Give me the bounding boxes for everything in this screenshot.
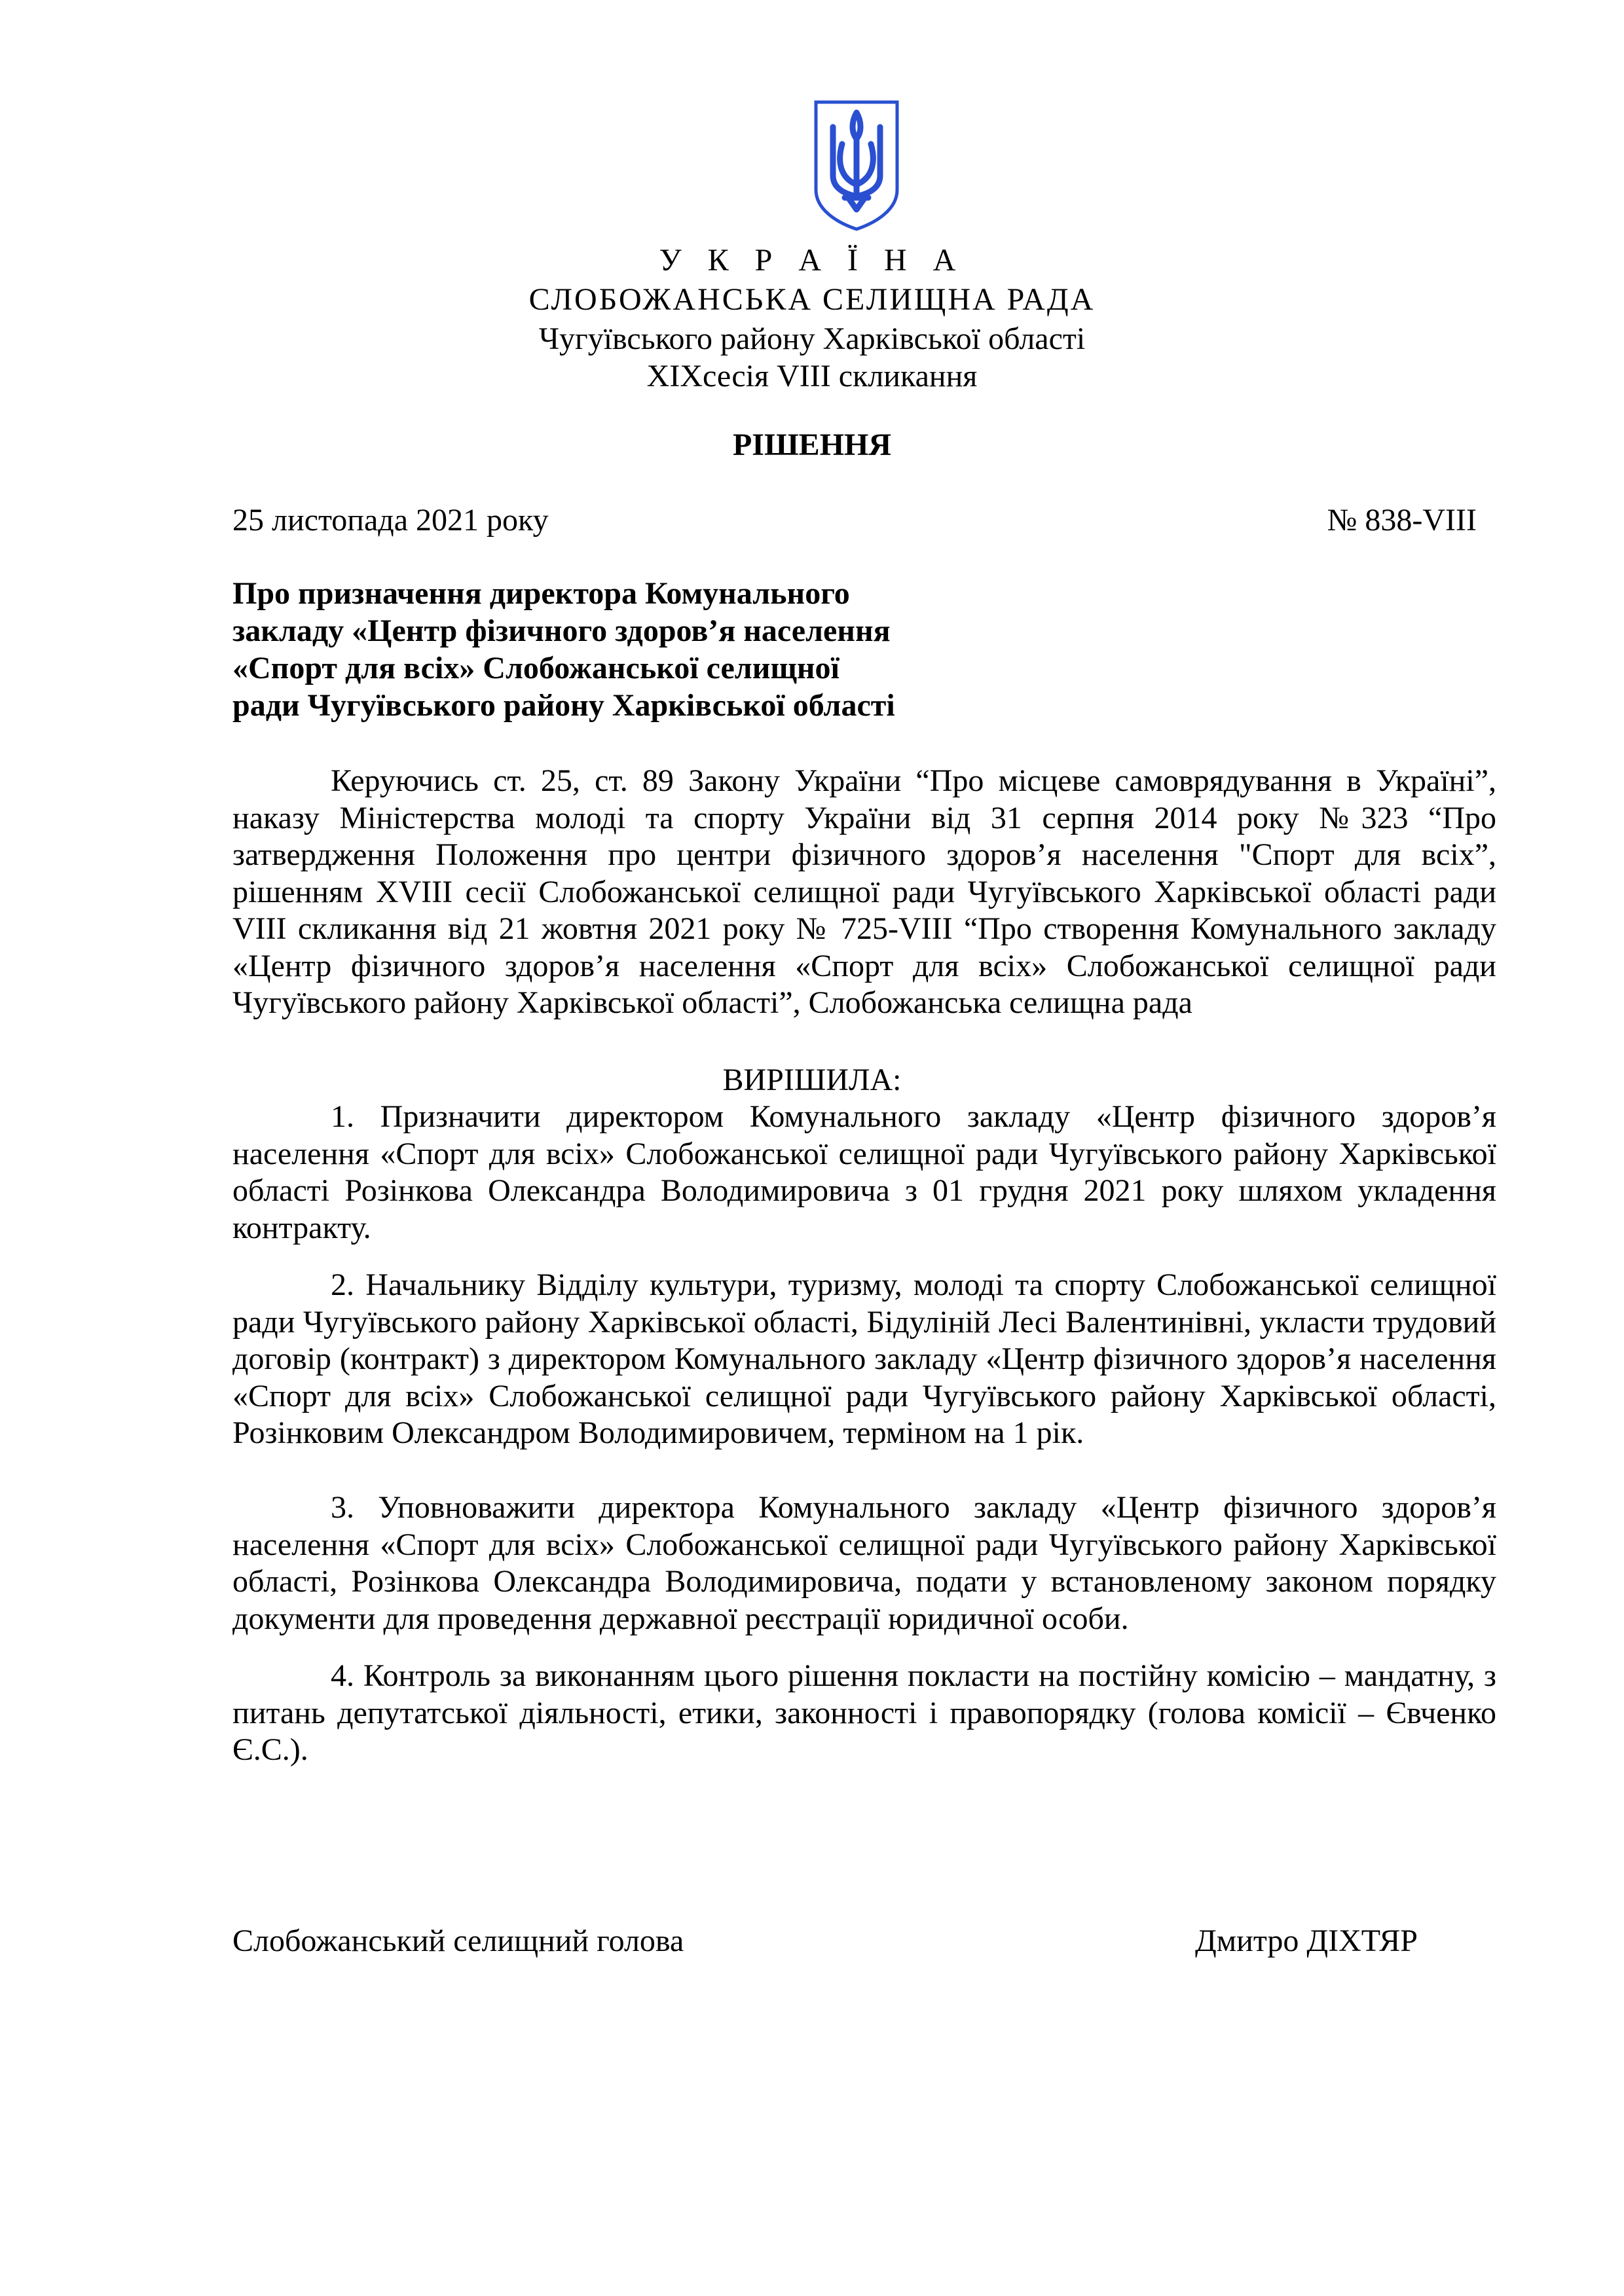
resolved-label: ВИРІШИЛА: <box>722 1063 902 1097</box>
district-heading: Чугуївського району Харківської області <box>538 321 1086 356</box>
decision-number: № 838-VIII <box>1327 503 1477 538</box>
subject-line: ради Чугуївського району Харківської області <box>232 688 895 723</box>
resolution-item: 1. Призначити директором Комунального закладу «Центр фізичного здоров’я населення «Спорт для всіх» Слобожанської селищної ради Чугуївського району Харківської області Розінкова Олександра Володимировича з 01 грудня 2021 року шляхом укладення контракту. <box>232 1099 1496 1245</box>
session-heading: XIXсесія VIII скликання <box>646 359 978 393</box>
decision-subject <box>232 575 1018 724</box>
signature-name: Дмитро ДІХТЯР <box>1195 1923 1418 1958</box>
preamble-paragraph: Керуючись ст. 25, ст. 89 Закону України “Про місцеве самоврядування в Україні”, наказу Міністерства молоді та спорту України від 31 серпня 2014 року №323 “Про затвердження Положення про центри фізичного здоров’я населення "Спорт для всіх”, рішенням XVIII сесії Слобожанської селищної ради Чугуївського Харківської області ради VIII скликання від 21 жовтня 2021 року № 725-VIII “Про створення Комунального закладу «Центр фізичного здоров’я населення «Спорт для всіх» Слобожанської селищної ради Чугуївського району Харківської області”, Слобожанська селищна рада <box>232 763 1496 1020</box>
resolution-item: 3. Уповноважити директора Комунального закладу «Центр фізичного здоров’я населення «Спорт для всіх» Слобожанської селищної ради Чугуївського району Харківської області, Розінкова Олександра Володимировича, подати у встановленому законом порядку документи для проведення державної реєстрації юридичної особи. <box>232 1490 1496 1636</box>
resolution-item: 2. Начальнику Відділу культури, туризму, молоді та спорту Слобожанської селищної ради Чугуївського району Харківської області, Бідуліній Лесі Валентинівні, укласти трудовий договір (контракт) з директором Комунального закладу «Центр фізичного здоров’я населення «Спорт для всіх» Слобожанської селищної ради Чугуївського району Харківської області, Розінковим Олександром Володимировичем, терміном на 1 рік. <box>232 1267 1496 1450</box>
subject-line: «Спорт для всіх» Слобожанської селищної <box>232 651 840 685</box>
decision-date: 25 листопада 2021 року <box>232 503 549 538</box>
subject-line: закладу «Центр фізичного здоров’я населення <box>232 613 891 648</box>
subject-line: Про призначення директора Комунального <box>232 576 850 611</box>
decision-title: РІШЕННЯ <box>732 428 892 462</box>
country-heading: У К Р А Ї Н А <box>659 243 965 278</box>
resolution-item: 4. Контроль за виконанням цього рішення покласти на постійну комісію – мандатну, з питань депутатської діяльності, етики, законності і правопорядку (голова комісії – Євченко Є.С.). <box>232 1658 1496 1767</box>
signature-role: Слобожанський селищний голова <box>232 1923 684 1958</box>
ukraine-trident-emblem-icon <box>811 98 902 232</box>
council-heading: СЛОБОЖАНСЬКА СЕЛИЩНА РАДА <box>528 282 1096 317</box>
